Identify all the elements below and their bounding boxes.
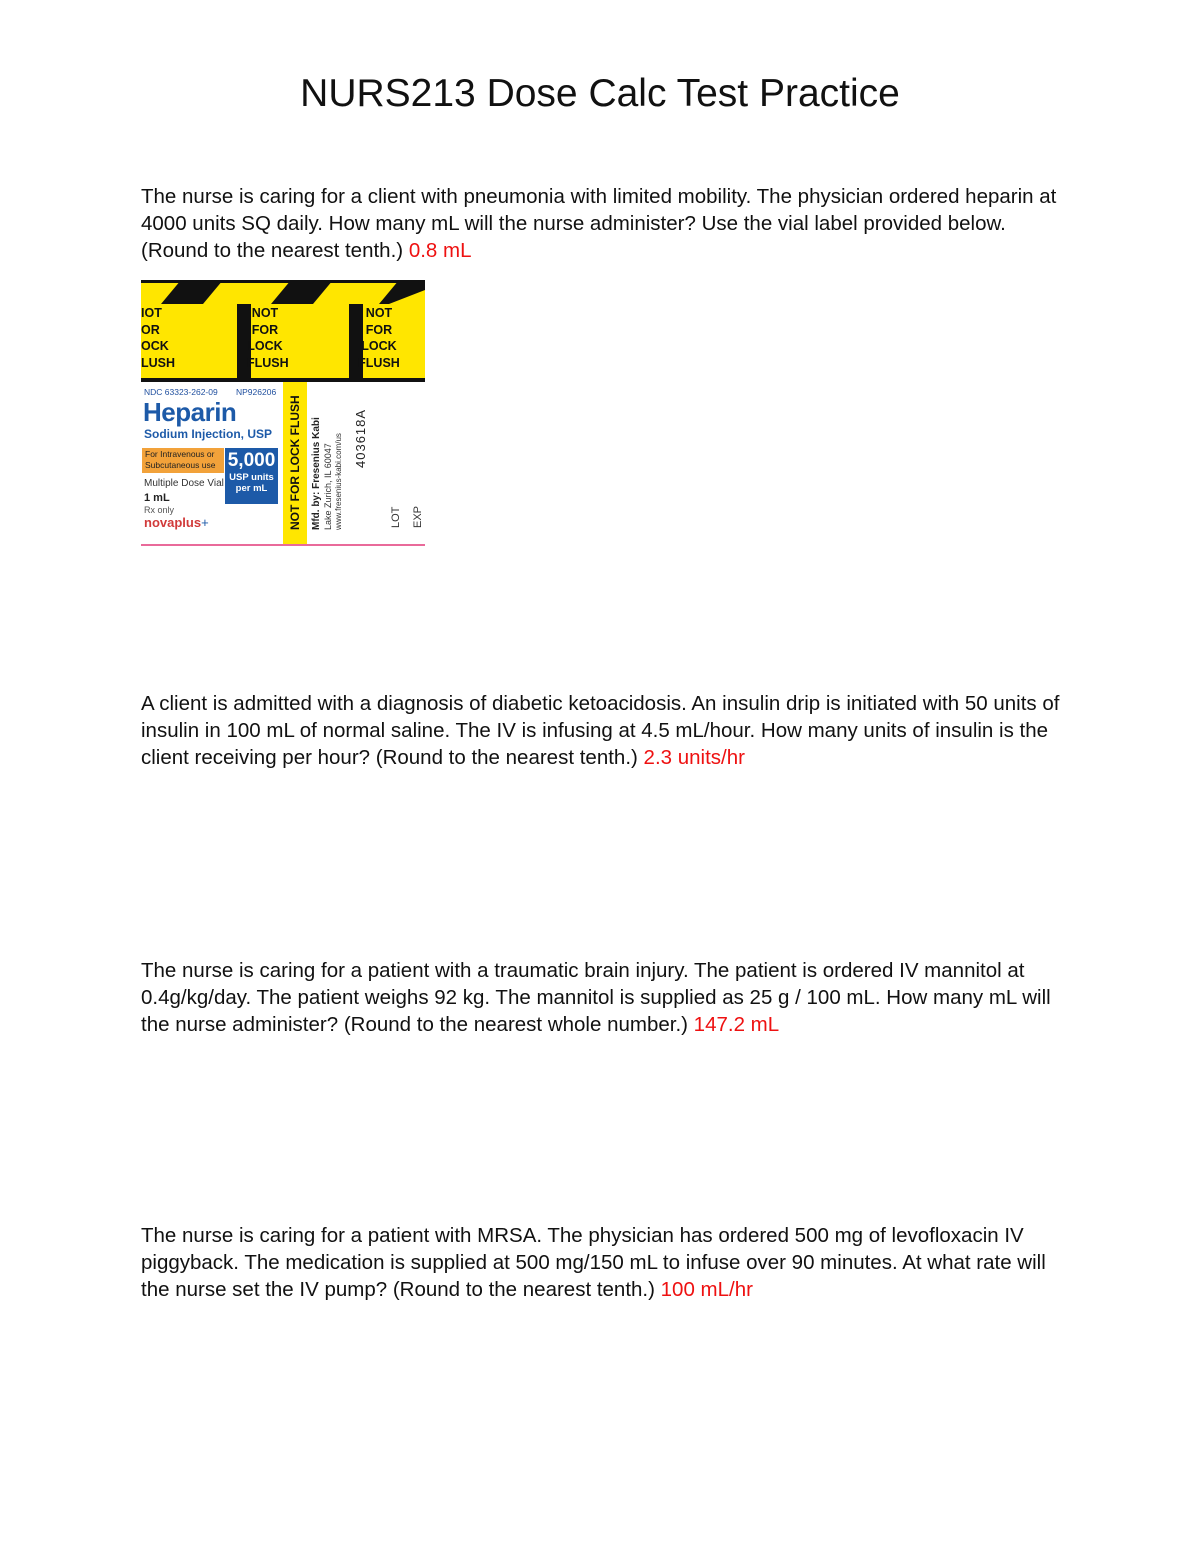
heparin-vial-label [141,280,425,546]
rx-only: Rx only [144,505,175,515]
question-1-text: The nurse is caring for a client with pneumonia with limited mobility. The physician ordered heparin at 4000 units SQ daily. How many mL will the nurse administer? Use the vial label provided below. (Round to the nearest tenth.) [141,185,1057,262]
np-number: NP926206 [236,387,277,397]
novaplus-logo: novaplus+ [144,515,209,530]
question-3-text: The nurse is caring for a patient with a traumatic brain injury. The patient is ordered IV mannitol at 0.4g/kg/day. The patient weighs 92 kg. The mannitol is supplied as 25 g / 100 mL. How many mL will the nurse administer? (Round to the nearest whole number.) [141,959,1051,1036]
question-1 [141,183,1061,264]
banner-partial-text: IOT OR OCK LUSH [141,306,176,370]
manufacturer-line-3: www.fresenius-kabi.com/us [334,433,343,530]
page-title: NURS213 Dose Calc Test Practice [300,72,900,115]
question-4-text: The nurse is caring for a patient with MRSA. The physician has ordered 500 mg of levofloxacin IV piggyback. The medication is supplied at 500 mg/150 mL to infuse over 90 minutes. At what rate will the nurse set the IV pump? (Round to the nearest tenth.) [141,1224,1046,1301]
lot-field: LOT [390,506,402,528]
manufacturer-line-1: Mfd. by: Fresenius Kabi [311,417,322,530]
question-4-answer: 100 mL/hr [660,1278,753,1301]
question-2-text: A client is admitted with a diagnosis of diabetic ketoacidosis. An insulin drip is initiated with 50 units of insulin in 100 mL of normal saline. The IV is infusing at 4.5 mL/hour. How many units of insulin is the client receiving per hour? (Round to the nearest tenth.) [141,692,1060,769]
question-1-answer: 0.8 mL [408,239,472,262]
label-bottom-border [141,544,425,546]
banner-text-right: NOT FOR LOCK FLUSH [358,306,400,370]
route-box: For Intravenous or Subcutaneous use [142,448,224,473]
manufacturer-line-2: Lake Zurich, IL 60047 [323,443,333,530]
exp-field: EXP [412,505,424,528]
vial-volume: 1 mL [144,492,170,504]
question-4 [141,1222,1061,1303]
banner-text-middle: NOT FOR LOCK FLUSH [247,306,289,370]
drug-name: Heparin [143,397,237,427]
question-3-answer: 147.2 mL [693,1013,780,1036]
vial-type: Multiple Dose Vial [144,478,224,489]
ndc-number: NDC 63323-262-09 [144,387,218,397]
side-warning-text: NOT FOR LOCK FLUSH [288,395,302,530]
question-3 [141,957,1061,1038]
question-2-answer: 2.3 units/hr [643,746,745,769]
label-body [141,382,425,544]
lot-code: 403618A [353,408,368,468]
drug-form: Sodium Injection, USP [144,427,273,441]
question-2 [141,690,1061,771]
strength-box: 5,000 USP units per mL [225,448,278,504]
